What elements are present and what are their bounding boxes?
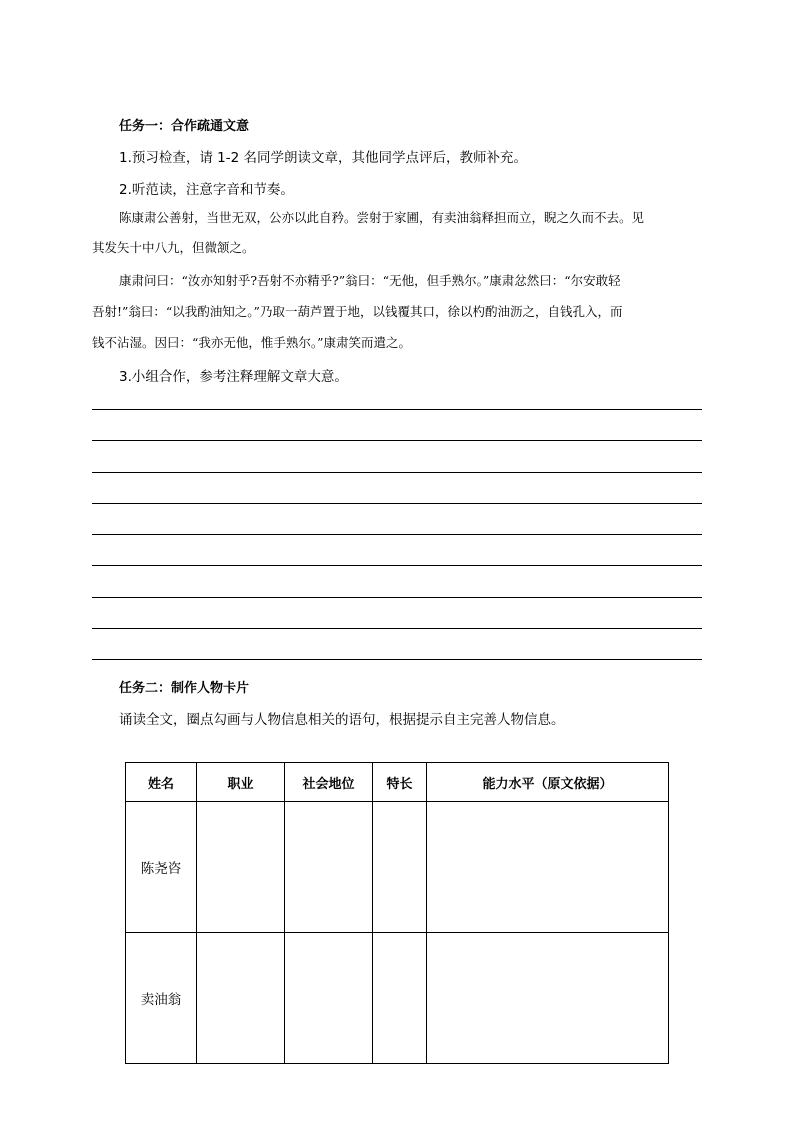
passage-line-5: 钱不沾湿。因曰：“我亦无他，惟手熟尔。”康肃笑而遣之。 [92, 335, 412, 350]
task2-title: 任务二：制作人物卡片 [119, 681, 250, 696]
specialty-cell[interactable] [373, 802, 427, 933]
header-specialty: 特长 [373, 763, 427, 802]
row-name-cell: 卖油翁 [126, 933, 197, 1064]
passage-line-4: 吾射!”翁曰：“以我酌油知之。”乃取一葫芦置于地，以钱覆其口，徐以杓酌油沥之，自钱孔入，而 [92, 304, 623, 319]
answer-line[interactable] [92, 628, 702, 629]
answer-line[interactable] [92, 472, 702, 473]
table-row [126, 802, 669, 933]
header-ability: 能力水平（原文依据） [427, 763, 669, 802]
social-status-cell[interactable] [285, 802, 373, 933]
answer-line[interactable] [92, 659, 702, 660]
answer-line[interactable] [92, 503, 702, 504]
passage-line-2: 其发矢十中八九，但微颔之。 [92, 240, 255, 255]
answer-line[interactable] [92, 409, 702, 410]
social-status-cell[interactable] [285, 933, 373, 1064]
task1-step2: 2.听范读，注意字音和节奏。 [119, 182, 294, 198]
occupation-cell[interactable] [197, 802, 285, 933]
table-row [126, 933, 669, 1064]
specialty-cell[interactable] [373, 933, 427, 1064]
ability-cell[interactable] [427, 933, 669, 1064]
answer-line[interactable] [92, 565, 702, 566]
task1-step1: 1.预习检查，请 1-2 名同学朗读文章，其他同学点评后，教师补充。 [119, 150, 528, 166]
answer-line[interactable] [92, 534, 702, 535]
passage-line-3: 康肃问曰：“汝亦知射乎?吾射不亦精乎?”翁曰：“无他，但手熟尔。”康肃忿然曰：“尔安敢轻 [119, 273, 621, 288]
header-social-status: 社会地位 [285, 763, 373, 802]
character-card-table [125, 762, 669, 1064]
task1-title: 任务一：合作疏通文意 [119, 119, 250, 134]
answer-line[interactable] [92, 440, 702, 441]
passage-line-1: 陈康肃公善射，当世无双，公亦以此自矜。尝射于家圃，有卖油翁释担而立，睨之久而不去。见 [119, 210, 645, 225]
task2-instruction: 诵读全文，圈点勾画与人物信息相关的语句，根据提示自主完善人物信息。 [119, 712, 565, 728]
header-occupation: 职业 [197, 763, 285, 802]
ability-cell[interactable] [427, 802, 669, 933]
occupation-cell[interactable] [197, 933, 285, 1064]
table-header-row [126, 763, 669, 802]
task1-step3: 3.小组合作，参考注释理解文章大意。 [119, 369, 348, 385]
answer-line[interactable] [92, 597, 702, 598]
header-name: 姓名 [126, 763, 197, 802]
row-name-cell: 陈尧咨 [126, 802, 197, 933]
